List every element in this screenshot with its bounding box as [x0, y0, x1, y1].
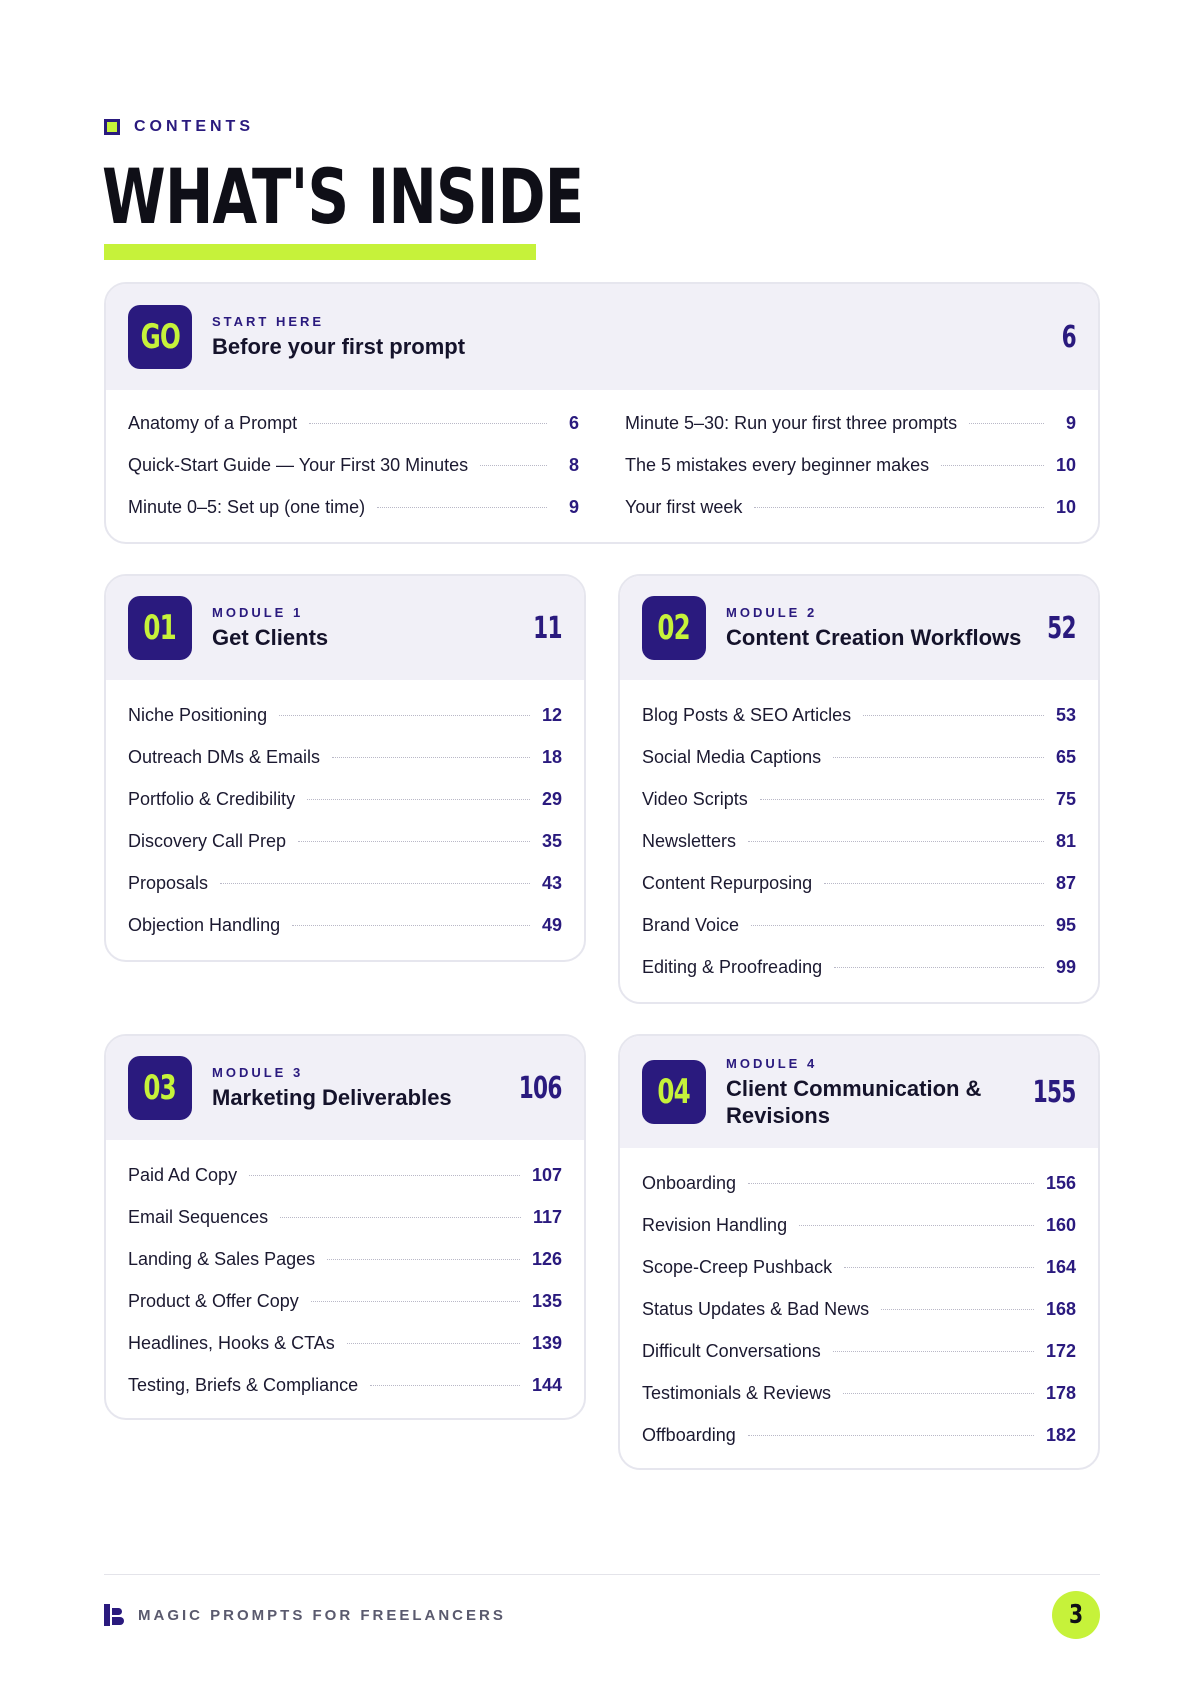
module-kicker: MODULE 1: [212, 605, 304, 620]
toc-row[interactable]: Quick-Start Guide — Your First 30 Minutes 8: [128, 454, 579, 475]
module-4-card: [618, 1034, 1100, 1470]
module-2-badge: 02: [642, 596, 706, 660]
footer-brand: [104, 1604, 506, 1626]
toc-row[interactable]: Outreach DMs & Emails 18: [128, 746, 562, 767]
module-page-number: 106: [519, 1070, 562, 1106]
start-kicker: START HERE: [212, 314, 325, 329]
module-1-card: [104, 574, 586, 962]
module-1-badge: 01: [128, 596, 192, 660]
module-4-badge: 04: [642, 1060, 706, 1124]
toc-row[interactable]: Your first week 10: [625, 496, 1076, 517]
toc-row[interactable]: Paid Ad Copy 107: [128, 1164, 562, 1185]
toc-row[interactable]: Objection Handling 49: [128, 914, 562, 935]
square-bullet-icon: [104, 119, 120, 135]
page-title: WHAT'S INSIDE: [102, 152, 584, 241]
toc-row[interactable]: Video Scripts 75: [642, 788, 1076, 809]
toc-row[interactable]: Niche Positioning 12: [128, 704, 562, 725]
toc-row[interactable]: Difficult Conversations 172: [642, 1340, 1076, 1361]
title-underline: [104, 244, 536, 260]
module-3-header: [106, 1036, 584, 1140]
start-badge: GO: [128, 305, 192, 369]
toc-row[interactable]: Product & Offer Copy 135: [128, 1290, 562, 1311]
module-page-number: 52: [1047, 610, 1076, 646]
toc-row[interactable]: Anatomy of a Prompt 6: [128, 412, 579, 433]
toc-row[interactable]: Testing, Briefs & Compliance 144: [128, 1374, 562, 1395]
module-title[interactable]: Marketing Deliverables: [212, 1085, 452, 1110]
contents-eyebrow: [104, 118, 254, 136]
start-here-header: [106, 284, 1098, 390]
module-title[interactable]: Get Clients: [212, 625, 329, 650]
module-1-header: [106, 576, 584, 680]
toc-row[interactable]: Proposals 43: [128, 872, 562, 893]
eyebrow-label: CONTENTS: [134, 118, 254, 135]
module-kicker: MODULE 3: [212, 1065, 304, 1080]
module-3-badge: 03: [128, 1056, 192, 1120]
start-page-number: 6: [1061, 319, 1076, 355]
page-number-badge: [1052, 1591, 1100, 1639]
module-page-number: 11: [533, 610, 562, 646]
module-3-card: [104, 1034, 586, 1420]
toc-row[interactable]: Discovery Call Prep 35: [128, 830, 562, 851]
module-2-card: [618, 574, 1100, 1004]
toc-row[interactable]: Onboarding 156: [642, 1172, 1076, 1193]
toc-row[interactable]: Revision Handling 160: [642, 1214, 1076, 1235]
footer-brand-label: MAGIC PROMPTS FOR FREELANCERS: [138, 1606, 506, 1624]
footer-divider: [104, 1574, 1100, 1575]
module-page-number: 155: [1033, 1074, 1076, 1110]
module-4-header: [620, 1036, 1098, 1148]
toc-row[interactable]: Content Repurposing 87: [642, 872, 1076, 893]
toc-row[interactable]: Brand Voice 95: [642, 914, 1076, 935]
toc-row[interactable]: Editing & Proofreading 99: [642, 956, 1076, 977]
start-title[interactable]: Before your first prompt: [212, 334, 466, 359]
module-2-header: [620, 576, 1098, 680]
start-here-card: [104, 282, 1100, 544]
toc-row[interactable]: Social Media Captions 65: [642, 746, 1076, 767]
toc-row[interactable]: Testimonials & Reviews 178: [642, 1382, 1076, 1403]
toc-row[interactable]: Scope-Creep Pushback 164: [642, 1256, 1076, 1277]
toc-row[interactable]: The 5 mistakes every beginner makes 10: [625, 454, 1076, 475]
module-kicker: MODULE 4: [726, 1055, 818, 1071]
toc-row[interactable]: Headlines, Hooks & CTAs 139: [128, 1332, 562, 1353]
toc-row[interactable]: Portfolio & Credibility 29: [128, 788, 562, 809]
toc-row[interactable]: Landing & Sales Pages 126: [128, 1248, 562, 1269]
start-right-column: [625, 402, 1076, 528]
brand-logo-icon: [104, 1604, 124, 1626]
toc-row[interactable]: Offboarding 182: [642, 1424, 1076, 1445]
module-kicker: MODULE 2: [726, 605, 818, 620]
toc-row[interactable]: Blog Posts & SEO Articles 53: [642, 704, 1076, 725]
module-title[interactable]: Client Communication & Revisions: [726, 1075, 982, 1128]
toc-row[interactable]: Email Sequences 117: [128, 1206, 562, 1227]
toc-row[interactable]: Minute 0–5: Set up (one time) 9: [128, 496, 579, 517]
toc-row[interactable]: Status Updates & Bad News 168: [642, 1298, 1076, 1319]
toc-row[interactable]: Newsletters 81: [642, 830, 1076, 851]
toc-row[interactable]: Minute 5–30: Run your first three prompts 9: [625, 412, 1076, 433]
module-title[interactable]: Content Creation Workflows: [726, 625, 1022, 650]
start-left-column: [128, 402, 579, 528]
page-number: 3: [1068, 1600, 1084, 1630]
